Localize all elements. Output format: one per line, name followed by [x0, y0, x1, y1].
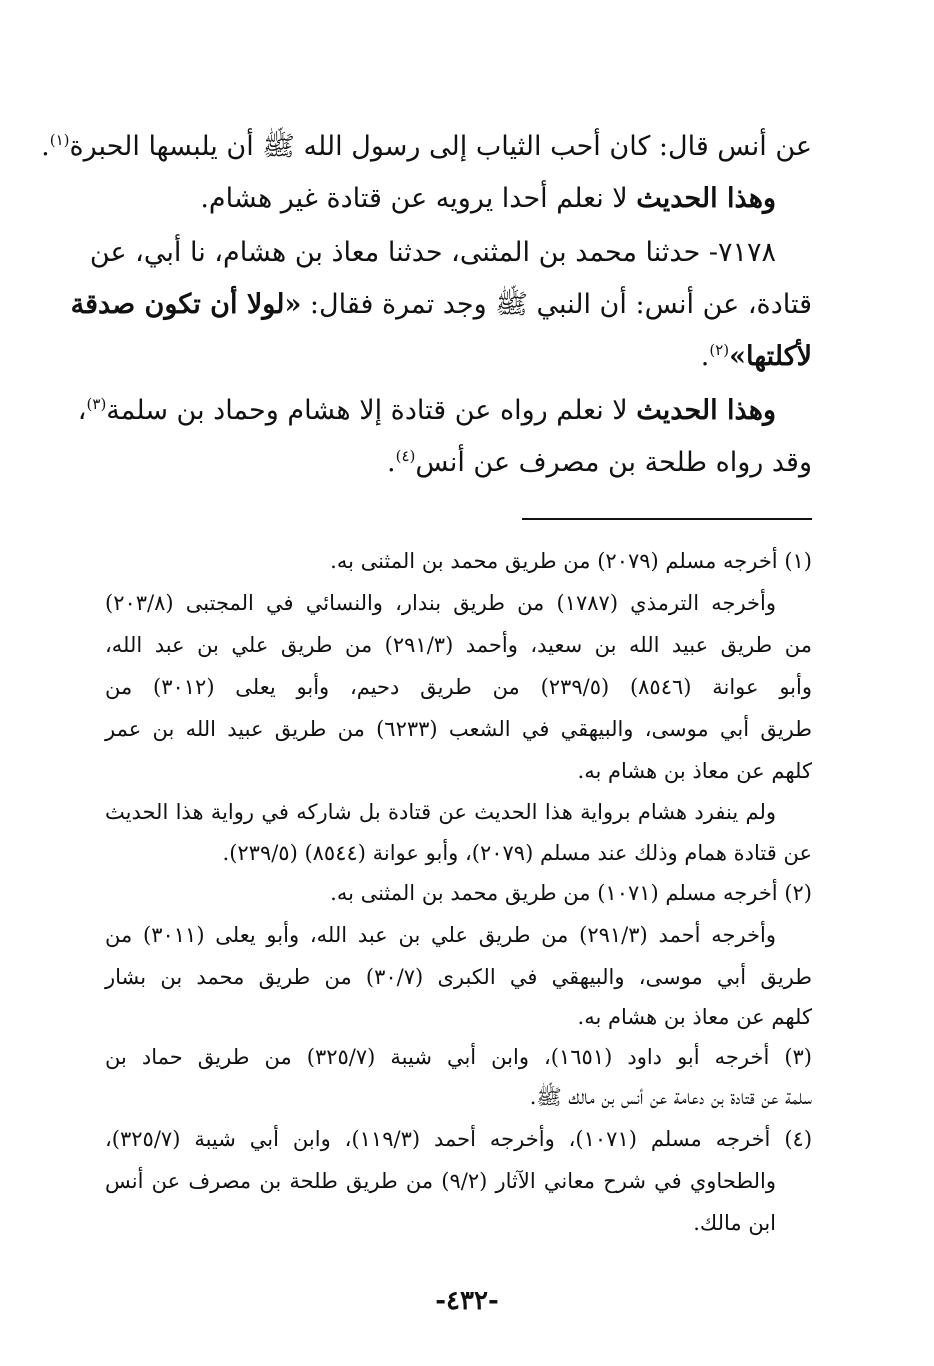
footnote-line: كلهم عن معاذ بن هشام به.: [577, 1005, 812, 1029]
commentary-line: [112, 446, 812, 480]
punctuation: .: [700, 341, 710, 372]
footnote-line: (١) أخرجه مسلم (٢٠٧٩) من طريق محمد بن المثنى به.: [330, 549, 812, 573]
footnote-line: ابن مالك.: [693, 1211, 776, 1235]
footnote-ref: (٤): [395, 447, 416, 465]
bold-lead: وهذا الحديث: [636, 183, 776, 214]
punctuation: .: [387, 447, 396, 478]
commentary-line: [76, 394, 776, 428]
footnote-line: طريق أبي موسى، والبيهقي في الشعب (٦٢٣٣) من طريق عبيد الله بن عمر: [105, 717, 812, 741]
hadith-number-line: [89, 236, 776, 270]
bold-lead: وهذا الحديث: [636, 395, 776, 426]
footnote-line: (٣) أخرجه أبو داود (١٦٥١)، وابن أبي شيبة (٣٢٥/٧) من طريق حماد بن: [105, 1045, 812, 1069]
footnote-line: من طريق عبيد الله بن سعيد، وأحمد (٢٩١/٣) من طريق علي بن عبد الله،: [105, 633, 812, 657]
footnote-line: سلمة عن قتادة بن دعامة عن أنس بن مالك ﷺ.: [529, 1085, 812, 1109]
hadith-text-line: [112, 340, 812, 374]
footnote-line: وأخرجه الترمذي (١٧٨٧) من طريق بندار، والنسائي في المجتبى (٢٠٣/٨): [105, 591, 776, 615]
commentary-line: [76, 182, 776, 216]
footnote-line: ولم ينفرد هشام برواية هذا الحديث عن قتادة بل شاركه في رواية هذا الحديث: [105, 800, 776, 824]
hadith-text-line: [70, 288, 812, 322]
footnote-line: كلهم عن معاذ بن هشام به.: [577, 759, 812, 783]
punctuation: ،: [77, 395, 87, 426]
punctuation: .: [41, 131, 50, 162]
footnote-line: عن قتادة همام وذلك عند مسلم (٢٠٧٩)، وأبو عوانة (٨٥٤٤) (٢٣٩/٥).: [222, 841, 812, 865]
commentary-text: لا نعلم أحدا يرويه عن قتادة غير هشام.: [200, 183, 637, 214]
footnote-ref: (٣): [86, 395, 107, 413]
footnote-line: والطحاوي في شرح معاني الآثار (٩/٢) من طريق طلحة بن مصرف عن أنس: [105, 1169, 776, 1193]
prophet-quote: «لولا أن تكون صدقة: [70, 289, 302, 320]
footnote-line: وأبو عوانة (٨٥٤٦) (٢٣٩/٥) من طريق دحيم، وأبو يعلى (٣٠١٢) من: [105, 675, 813, 699]
footnote-ref: (١): [49, 131, 70, 149]
footnote-line: وأخرجه أحمد (٢٩١/٣) من طريق علي بن عبد الله، وأبو يعلى (٣٠١١) من: [105, 923, 776, 947]
prophet-quote: لأكلتها»: [729, 341, 812, 372]
footnote-ref: (٢): [709, 341, 730, 359]
page-number: -٤٣٢-: [435, 1286, 499, 1316]
hadith-text: ٧١٧٨- حدثنا محمد بن المثنى، حدثنا معاذ بن هشام، نا أبي، عن: [89, 237, 776, 268]
footnote-separator: [522, 518, 812, 520]
footnote-line: (٢) أخرجه مسلم (١٠٧١) من طريق محمد بن المثنى به.: [330, 881, 812, 905]
commentary-text: وقد رواه طلحة بن مصرف عن أنس: [415, 447, 812, 478]
hadith-text: قتادة، عن أنس: أن النبي ﷺ وجد تمرة فقال:: [301, 289, 812, 320]
commentary-text: لا نعلم رواه عن قتادة إلا هشام وحماد بن سلمة: [106, 395, 637, 426]
hadith-text-line: [41, 130, 812, 164]
footnote-line: (٤) أخرجه مسلم (١٠٧١)، وأخرجه أحمد (١١٩/٣)، وابن أبي شيبة (٣٢٥/٧)،: [105, 1127, 813, 1151]
footnote-line: طريق أبي موسى، والبيهقي في الكبرى (٣٠/٧) من طريق محمد بن بشار: [105, 965, 812, 989]
hadith-text: عن أنس قال: كان أحب الثياب إلى رسول الله ﷺ أن يلبسها الحبرة: [69, 131, 812, 162]
